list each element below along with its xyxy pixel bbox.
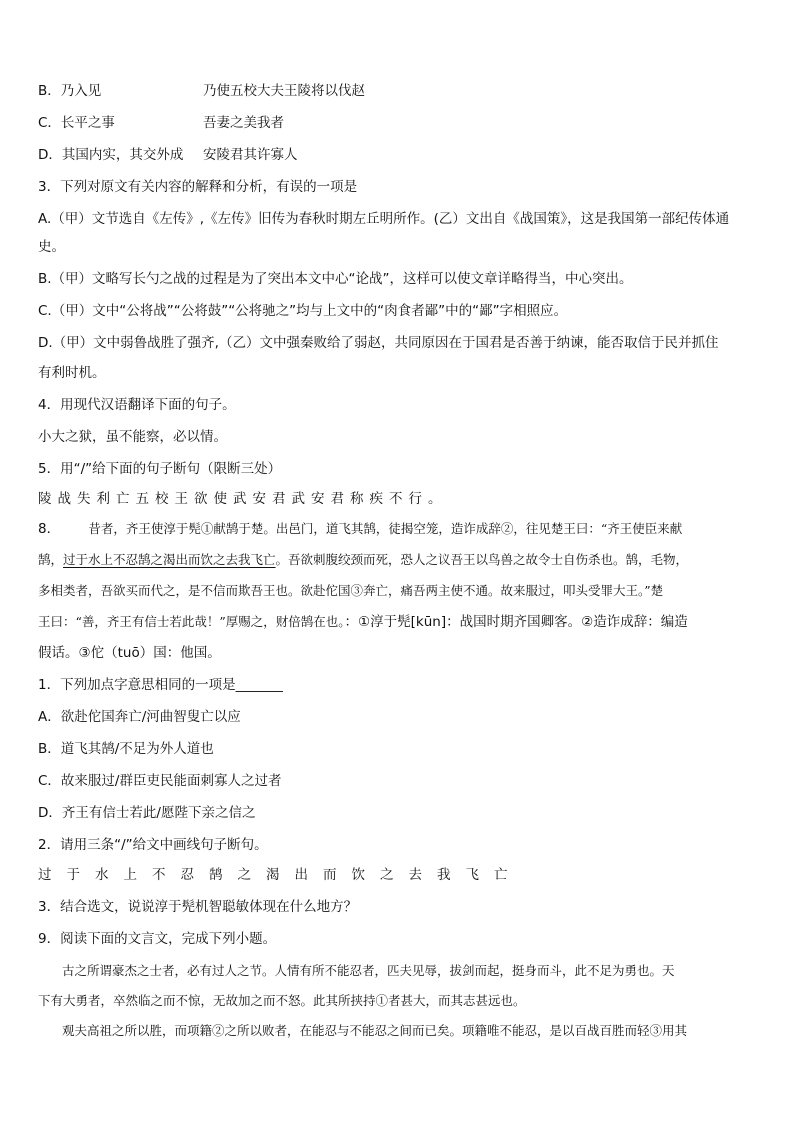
q8-1-option-b: B．道飞其鹄/不足为外人道也 — [38, 741, 214, 757]
q9-passage-line-3: 观夫高祖之所以胜，而项籍②之所以败者，在能忍与不能忍之间而已矣。项籍唯不能忍，是以百战百胜而轻③用其 — [62, 1023, 688, 1038]
q8-text-pre: 鹄， — [38, 552, 64, 567]
q8-2-sentence: 过于水上不忍鹄之渴出而饮之去我飞亡 — [38, 867, 523, 883]
q3-option-c: C.（甲）文中“公将战”“公将鼓”“公将驰之”均与上文中的“肉食者鄙”中的“鄙”字相照应。 — [38, 303, 568, 319]
q8-1-option-c: C．故来服过/群臣吏民能面刺寡人之过者 — [38, 773, 282, 789]
q9-stem: 9．阅读下面的文言文，完成下列小题。 — [38, 931, 277, 947]
q8-passage-line-4 — [38, 613, 758, 631]
q8-text-end: 王曰：“善，齐王有信士若此哉！”厚赐之，财倍鹄在也。 — [38, 614, 345, 629]
q2-option-d — [38, 146, 758, 164]
q8-1-option-d: D．齐王有信士若此/愿陛下亲之信之 — [38, 805, 256, 821]
option-d-label: D．其国内实，其交外成 — [38, 147, 184, 163]
option-b-label: B．乃入见 — [38, 83, 102, 99]
q8-passage-line-2 — [38, 551, 758, 569]
q5-stem: 5．用“/”给下面的句子断句（限断三处） — [38, 461, 282, 477]
q8-underlined-sentence: 过于水上不忍鹄之渴出而饮之去我飞亡 — [63, 552, 276, 567]
q8-3-stem: 3．结合选文，说说淳于髡机智聪敏体现在什么地方？ — [38, 899, 358, 915]
q8-1-stem: 1．下列加点字意思相同的一项是_______ — [38, 677, 283, 693]
q2-option-b — [38, 82, 758, 100]
q3-option-b: B.（甲）文略写长勺之战的过程是为了突出本文中心“论战”，这样可以使文章详略得当，中心突出。 — [38, 271, 633, 287]
q8-notes-cont: 假话。③佗（tuō）国：他国。 — [38, 645, 221, 661]
q2-option-c — [38, 114, 758, 132]
q9-passage-line-2: 下有大勇者，卒然临之而不惊，无故加之而不怒。此其所挟持①者甚大，而其志甚远也。 — [38, 993, 526, 1008]
q8-1-option-a: A．欲赴佗国奔亡/河曲智叟亡以应 — [38, 709, 241, 725]
q3-option-d-cont: 有利时机。 — [38, 365, 106, 381]
q4-sentence: 小大之狱，虽不能察，必以情。 — [38, 429, 227, 445]
option-c-right: 吾妻之美我者 — [203, 115, 284, 131]
q8-text: 昔者，齐王使淳于髡①献鹄于楚。出邑门，道飞其鹄，徒揭空笼，造诈成辞②，往见楚王曰：“齐王使臣来献 — [88, 521, 683, 536]
option-d-right: 安陵君其许寡人 — [203, 147, 298, 163]
q3-option-d: D.（甲）文中弱鲁战胜了强齐,（乙）文中强秦败给了弱赵，共同原因在于国君是否善于纳谏，能否取信于民并抓住 — [38, 335, 719, 351]
option-b-right: 乃使五校大夫王陵将以伐赵 — [203, 83, 365, 99]
q5-sentence: 陵战失利亡五校王欲使武安君武安君称疾不行。 — [38, 491, 448, 507]
q8-notes: ：①淳于髡[kūn]：战国时期齐国卿客。②造诈成辞：编造 — [344, 614, 688, 630]
q8-passage-line-3: 多相类者，吾欲买而代之，是不信而欺吾王也。欲赴佗国③奔亡，痛吾两主使不通。故来服过，叩头受罪大王。”楚 — [38, 583, 664, 598]
q8-number: 8． — [38, 521, 61, 537]
option-c-label: C．长平之事 — [38, 115, 115, 131]
q4-stem: 4．用现代汉语翻译下面的句子。 — [38, 397, 236, 413]
q8-passage-line-1 — [38, 520, 758, 538]
q3-option-a-cont: 史。 — [38, 239, 65, 255]
q8-text-post: 。吾欲刺腹绞颈而死，恐人之议吾王以鸟兽之故令士自伤杀也。鹄，毛物， — [275, 552, 689, 567]
q9-passage-line-1: 古之所谓豪杰之士者，必有过人之节。人情有所不能忍者，匹夫见辱，拔剑而起，挺身而斗，此不足为勇也。天 — [62, 963, 675, 978]
q3-stem: 3．下列对原文有关内容的解释和分析，有误的一项是 — [38, 179, 358, 195]
q8-2-stem: 2．请用三条“/”给文中画线句子断句。 — [38, 837, 268, 853]
q3-option-a: A.（甲）文节选自《左传》,《左传》旧传为春秋时期左丘明所作。(乙）文出自《战国策》，这是我国第一部纪传体通 — [38, 211, 730, 227]
